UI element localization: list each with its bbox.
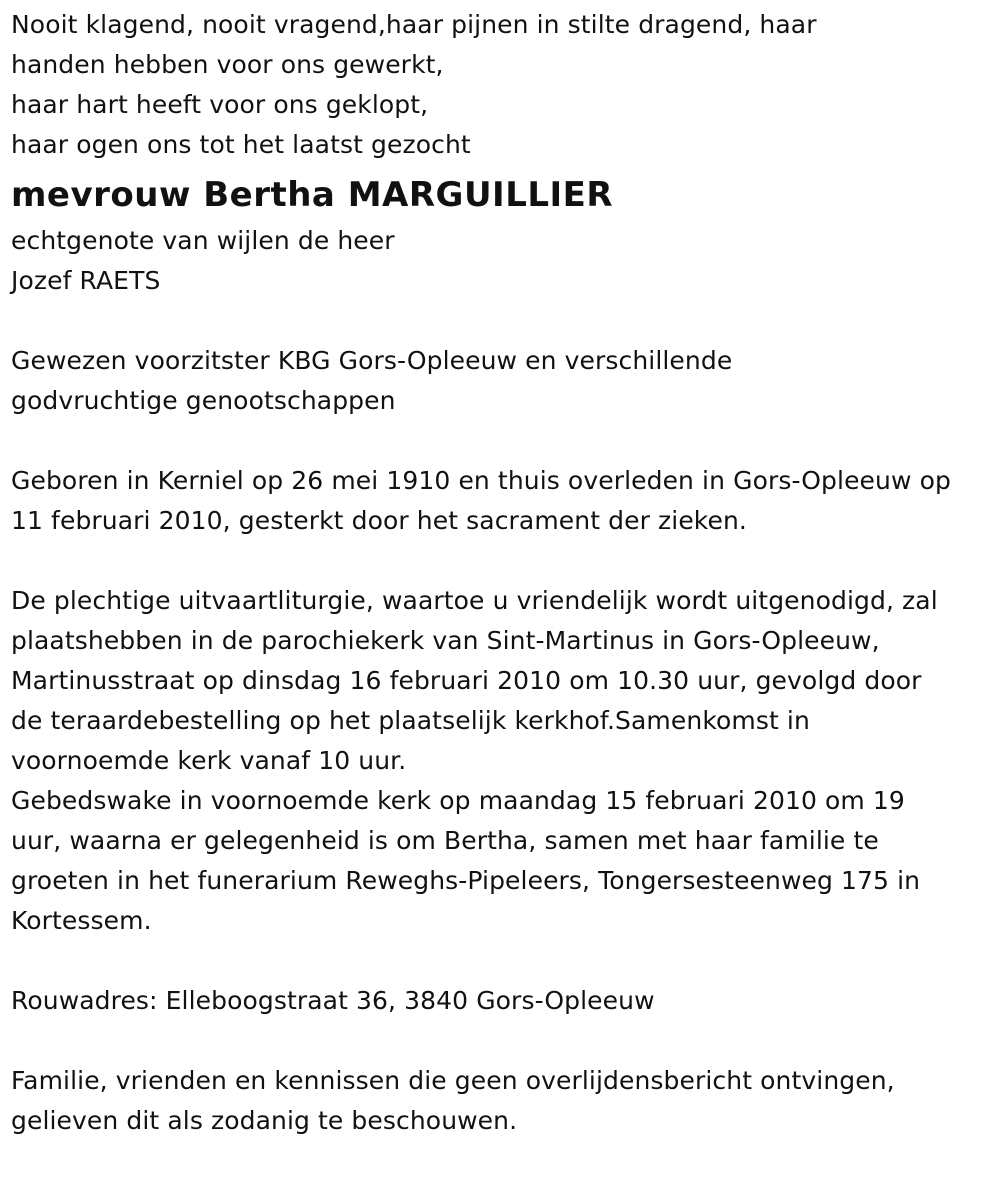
birth-death-line: 11 februari 2010, gesterkt door het sacrament der zieken. [11, 506, 747, 535]
birth-death-line: Geboren in Kerniel op 26 mei 1910 en thuis overleden in Gors-Opleeuw op [11, 466, 951, 495]
funeral-line: plaatshebben in de parochiekerk van Sint-Martinus in Gors-Opleeuw, [11, 626, 880, 655]
closing-block [11, 1061, 996, 1141]
funeral-line: de teraardebestelling op het plaatselijk kerkhof.Samenkomst in [11, 706, 810, 735]
funeral-line: Martinusstraat op dinsdag 16 februari 2010 om 10.30 uur, gevolgd door [11, 666, 922, 695]
birth-death-block [11, 461, 996, 541]
spouse-line: Jozef RAETS [11, 266, 161, 295]
obituary-notice [11, 5, 996, 1141]
verse-line: haar hart heeft voor ons geklopt, [11, 90, 429, 119]
funeral-line: voornoemde kerk vanaf 10 uur. [11, 746, 407, 775]
spouse-block [11, 221, 996, 301]
funeral-line: Kortessem. [11, 906, 152, 935]
verse-line: Nooit klagend, nooit vragend,haar pijnen in stilte dragend, haar [11, 10, 817, 39]
address-line: Rouwadres: Elleboogstraat 36, 3840 Gors-Opleeuw [11, 986, 655, 1015]
roles-line: godvruchtige genootschappen [11, 386, 396, 415]
closing-line: Familie, vrienden en kennissen die geen overlijdensbericht ontvingen, [11, 1066, 895, 1095]
verse-block [11, 5, 996, 165]
funeral-line: De plechtige uitvaartliturgie, waartoe u vriendelijk wordt uitgenodigd, zal [11, 586, 938, 615]
spouse-line: echtgenote van wijlen de heer [11, 226, 395, 255]
verse-line: handen hebben voor ons gewerkt, [11, 50, 444, 79]
deceased-name: mevrouw Bertha MARGUILLIER [11, 175, 614, 215]
funeral-line: uur, waarna er gelegenheid is om Bertha, samen met haar familie te [11, 826, 879, 855]
funeral-block [11, 581, 996, 941]
paragraph-gap [11, 541, 996, 581]
funeral-line: groeten in het funerarium Reweghs-Pipeleers, Tongersesteenweg 175 in [11, 866, 921, 895]
roles-block [11, 341, 996, 421]
verse-line: haar ogen ons tot het laatst gezocht [11, 130, 471, 159]
roles-line: Gewezen voorzitster KBG Gors-Opleeuw en verschillende [11, 346, 733, 375]
paragraph-gap [11, 301, 996, 341]
funeral-line: Gebedswake in voornoemde kerk op maandag 15 februari 2010 om 19 [11, 786, 905, 815]
closing-line: gelieven dit als zodanig te beschouwen. [11, 1106, 518, 1135]
paragraph-gap [11, 1021, 996, 1061]
address-block [11, 981, 996, 1021]
paragraph-gap [11, 941, 996, 981]
paragraph-gap [11, 421, 996, 461]
